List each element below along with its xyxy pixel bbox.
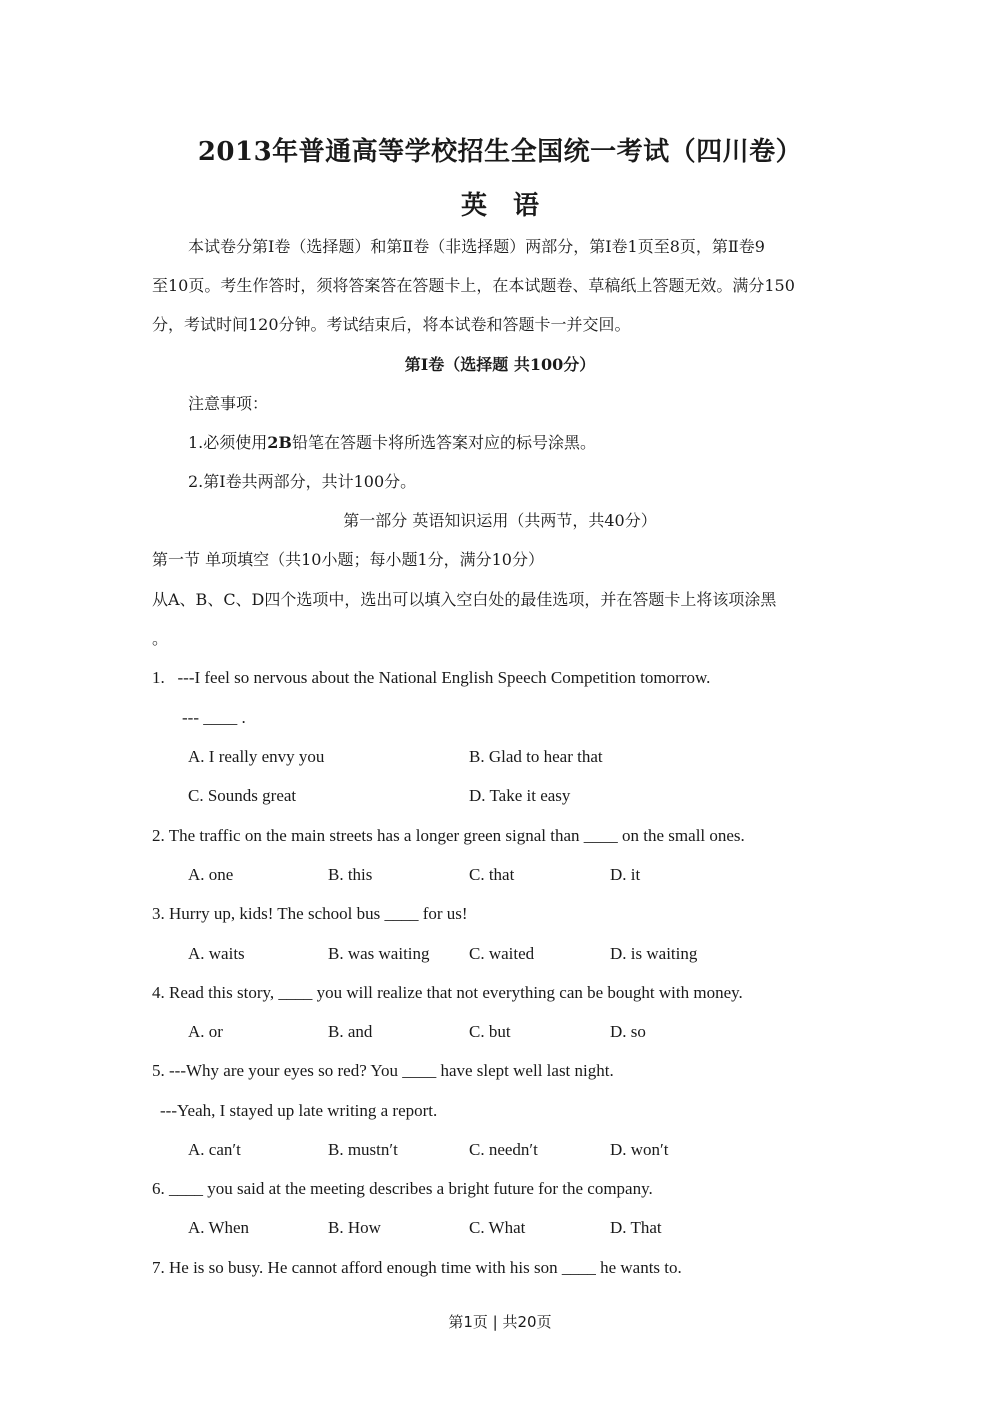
question-5-option-b[interactable]: B. mustn′t <box>328 1140 398 1159</box>
question-4-stem: 4. Read this story, ____ you will realize that not everything can be bought with money. <box>152 983 743 1002</box>
exam-title: 2013年普通高等学校招生全国统一考试（四川卷） <box>197 137 803 167</box>
part1-heading: 第一部分 英语知识运用（共两节，共40分） <box>343 511 657 530</box>
subject-title: 英 语 <box>460 191 539 221</box>
note-1-pre: 1.必须使用 <box>188 433 268 452</box>
notes-label: 注意事项： <box>188 394 269 413</box>
question-3-option-b[interactable]: B. was waiting <box>328 944 430 963</box>
question-4-option-d[interactable]: D. so <box>610 1022 646 1041</box>
question-6-option-d[interactable]: D. That <box>610 1218 662 1237</box>
question-7-stem: 7. He is so busy. He cannot afford enough time with his son ____ he wants to. <box>152 1258 682 1277</box>
question-1-option-b[interactable]: B. Glad to hear that <box>469 747 603 766</box>
intro-line-1: 本试卷分第Ⅰ卷（选择题）和第Ⅱ卷（非选择题）两部分，第Ⅰ卷1页至8页，第Ⅱ卷9 <box>188 237 765 256</box>
question-1-option-a[interactable]: A. I really envy you <box>188 747 325 766</box>
question-6-option-a[interactable]: A. When <box>188 1218 250 1237</box>
question-4-option-c[interactable]: C. but <box>469 1022 511 1041</box>
note-2: 2.第Ⅰ卷共两部分，共计100分。 <box>188 472 417 491</box>
question-6-option-b[interactable]: B. How <box>328 1218 381 1237</box>
instruction-text: 从A、B、C、D四个选项中，选出可以填入空白处的最佳选项，并在答题卡上将该项涂黑 <box>152 590 777 609</box>
question-5-option-c[interactable]: C. needn′t <box>469 1140 538 1159</box>
question-5-stem: 5. ---Why are your eyes so red? You ____ have slept well last night. <box>152 1061 614 1080</box>
note-1-pencil: 2B <box>267 433 292 452</box>
intro-line-2: 至10页。考生作答时，须将答案答在答题卡上，在本试题卷、草稿纸上答题无效。满分150 <box>152 276 795 295</box>
question-4-option-b[interactable]: B. and <box>328 1022 373 1041</box>
question-5-option-a[interactable]: A. can′t <box>188 1140 241 1159</box>
note-1-post: 铅笔在答题卡将所选答案对应的标号涂黑。 <box>291 433 596 452</box>
question-2-option-d[interactable]: D. it <box>610 865 641 884</box>
question-5-stem-2: ---Yeah, I stayed up late writing a report. <box>160 1101 438 1120</box>
question-2-option-b[interactable]: B. this <box>328 865 373 884</box>
question-1-stem-2: --- ____ . <box>182 708 246 727</box>
section-heading: 第Ⅰ卷（选择题 共100分） <box>404 355 596 374</box>
question-1-option-c[interactable]: C. Sounds great <box>188 786 297 805</box>
intro-line-3: 分，考试时间120分钟。考试结束后，将本试卷和答题卡一并交回。 <box>152 315 631 334</box>
question-1-option-d[interactable]: D. Take it easy <box>469 786 571 805</box>
question-3-stem: 3. Hurry up, kids! The school bus ____ for us! <box>152 904 468 923</box>
question-3-option-d[interactable]: D. is waiting <box>610 944 698 963</box>
question-1-stem: 1. ---I feel so nervous about the National English Speech Competition tomorrow. <box>152 668 711 687</box>
instruction-cont: 。 <box>152 629 169 648</box>
note-1 <box>188 433 596 453</box>
subsection-heading: 第一节 单项填空（共10小题；每小题1分，满分10分） <box>152 550 544 569</box>
question-2-option-a[interactable]: A. one <box>188 865 234 884</box>
question-5-option-d[interactable]: D. won′t <box>610 1140 669 1159</box>
question-4-option-a[interactable]: A. or <box>188 1022 223 1041</box>
question-6-stem: 6. ____ you said at the meeting describes a bright future for the company. <box>152 1179 653 1198</box>
question-2-option-c[interactable]: C. that <box>469 865 515 884</box>
question-2-stem: 2. The traffic on the main streets has a longer green signal than ____ on the small ones. <box>152 826 745 845</box>
question-3-option-c[interactable]: C. waited <box>469 944 535 963</box>
page-footer: 第1页 | 共20页 <box>448 1313 552 1331</box>
question-3-option-a[interactable]: A. waits <box>188 944 245 963</box>
question-6-option-c[interactable]: C. What <box>469 1218 526 1237</box>
